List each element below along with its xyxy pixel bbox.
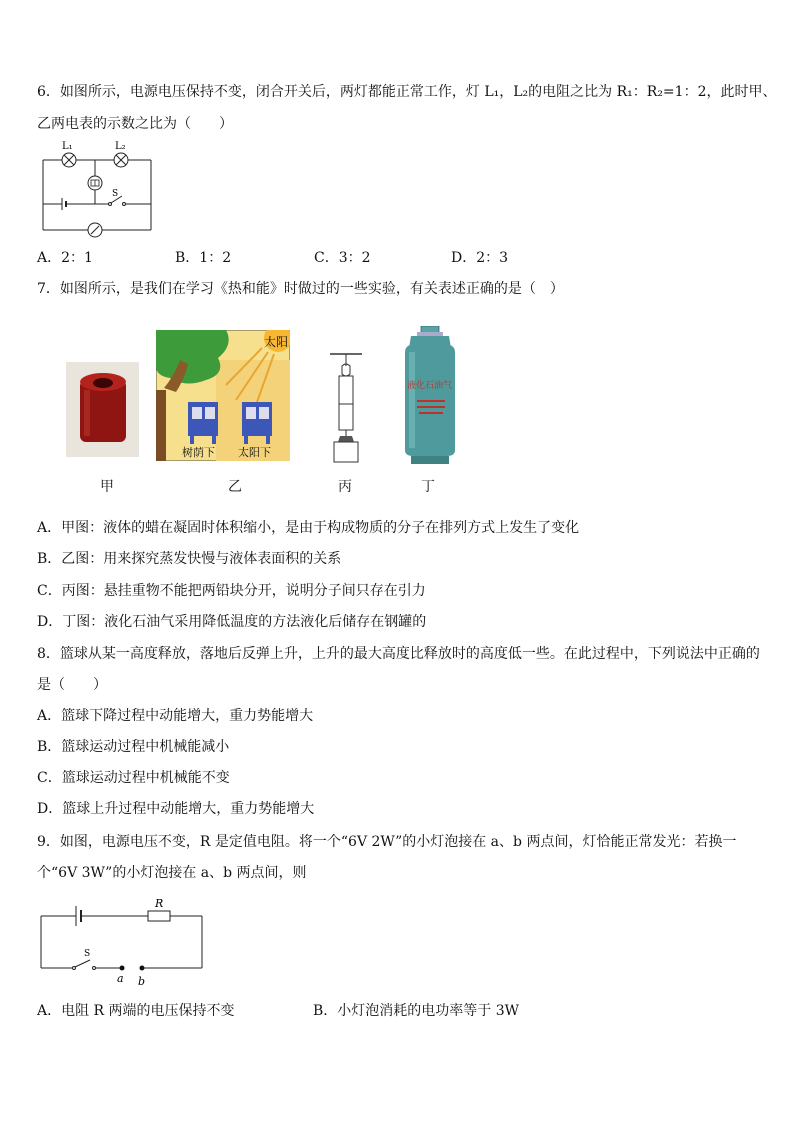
q9-circuit-figure: [38, 896, 208, 988]
q8-option-b[interactable]: B．篮球运动过程中机械能减小: [37, 739, 230, 755]
q9-label-a: a: [117, 972, 124, 985]
q6-option-b[interactable]: B．1：2: [175, 250, 232, 266]
q7-caption-jia: 甲: [100, 479, 114, 495]
q9-stem-line1: 9．如图，电源电压不变，R 是定值电阻。将一个“6V 2W”的小灯泡接在 a、b 两点间，灯恰能正常发光：若换一: [37, 834, 737, 850]
q7-option-b[interactable]: B．乙图：用来探究蒸发快慢与液体表面积的关系: [37, 551, 342, 567]
q8-option-a[interactable]: A．篮球下降过程中动能增大，重力势能增大: [37, 708, 314, 724]
q7-label-sun: 太阳: [264, 335, 289, 349]
q6-stem-line1: 6．如图所示，电源电压保持不变，闭合开关后，两灯都能正常工作，灯 L₁，L₂的电阻之比为 R₁：R₂=1：2，此时甲、: [37, 84, 777, 100]
q7-figure-jia-wax: [66, 362, 139, 457]
q7-caption-bing: 丙: [338, 479, 352, 495]
q6-label-l1: L₁: [62, 141, 73, 152]
q6-circuit-figure: [38, 138, 158, 240]
q9-label-r: R: [155, 897, 164, 910]
q7-label-sunny: 太阳下: [238, 446, 271, 459]
q7-caption-yi: 乙: [228, 479, 242, 495]
q7-figure-ding-lpg-tank: [399, 326, 462, 464]
q7-stem: 7．如图所示，是我们在学习《热和能》时做过的一些实验，有关表述正确的是（ ）: [37, 281, 564, 297]
q6-stem-line2: 乙两电表的示数之比为（ ）: [37, 116, 233, 132]
q8-option-c[interactable]: C．篮球运动过程中机械能不变: [37, 770, 230, 786]
q7-figure-bing-lead-blocks: [328, 352, 364, 464]
q7-option-c[interactable]: C．丙图：悬挂重物不能把两铅块分开，说明分子间只存在引力: [37, 583, 426, 599]
q7-option-a[interactable]: A．甲图：液体的蜡在凝固时体积缩小，是由于构成物质的分子在排列方式上发生了变化: [37, 520, 580, 536]
q9-stem-line2: 个“6V 3W”的小灯泡接在 a、b 两点间，则: [37, 865, 307, 881]
q7-caption-ding: 丁: [421, 479, 435, 495]
q6-option-c[interactable]: C．3：2: [314, 250, 371, 266]
q9-label-b: b: [138, 975, 146, 988]
q7-label-tank: 液化石油气: [407, 381, 453, 391]
q9-option-b[interactable]: B．小灯泡消耗的电功率等于 3W: [313, 1003, 520, 1019]
q9-option-a[interactable]: A．电阻 R 两端的电压保持不变: [37, 1003, 235, 1019]
q6-label-s: S: [112, 189, 119, 199]
q8-stem-line2: 是（ ）: [37, 677, 107, 693]
q7-figure-yi-evaporation: [156, 330, 290, 461]
q7-option-d[interactable]: D．丁图：液化石油气采用降低温度的方法液化后储存在钢罐的: [37, 614, 427, 630]
q6-option-d[interactable]: D．2：3: [451, 250, 509, 266]
q8-stem-line1: 8．篮球从某一高度释放，落地后反弹上升，上升的最大高度比释放时的高度低一些。在此过程中，下列说法中正确的: [37, 646, 760, 662]
q8-option-d[interactable]: D．篮球上升过程中动能增大，重力势能增大: [37, 801, 315, 817]
q9-label-s: S: [84, 949, 91, 959]
q6-label-l2: L₂: [115, 141, 126, 152]
q7-label-shade: 树荫下: [182, 446, 215, 459]
q6-option-a[interactable]: A．2：1: [37, 250, 93, 266]
